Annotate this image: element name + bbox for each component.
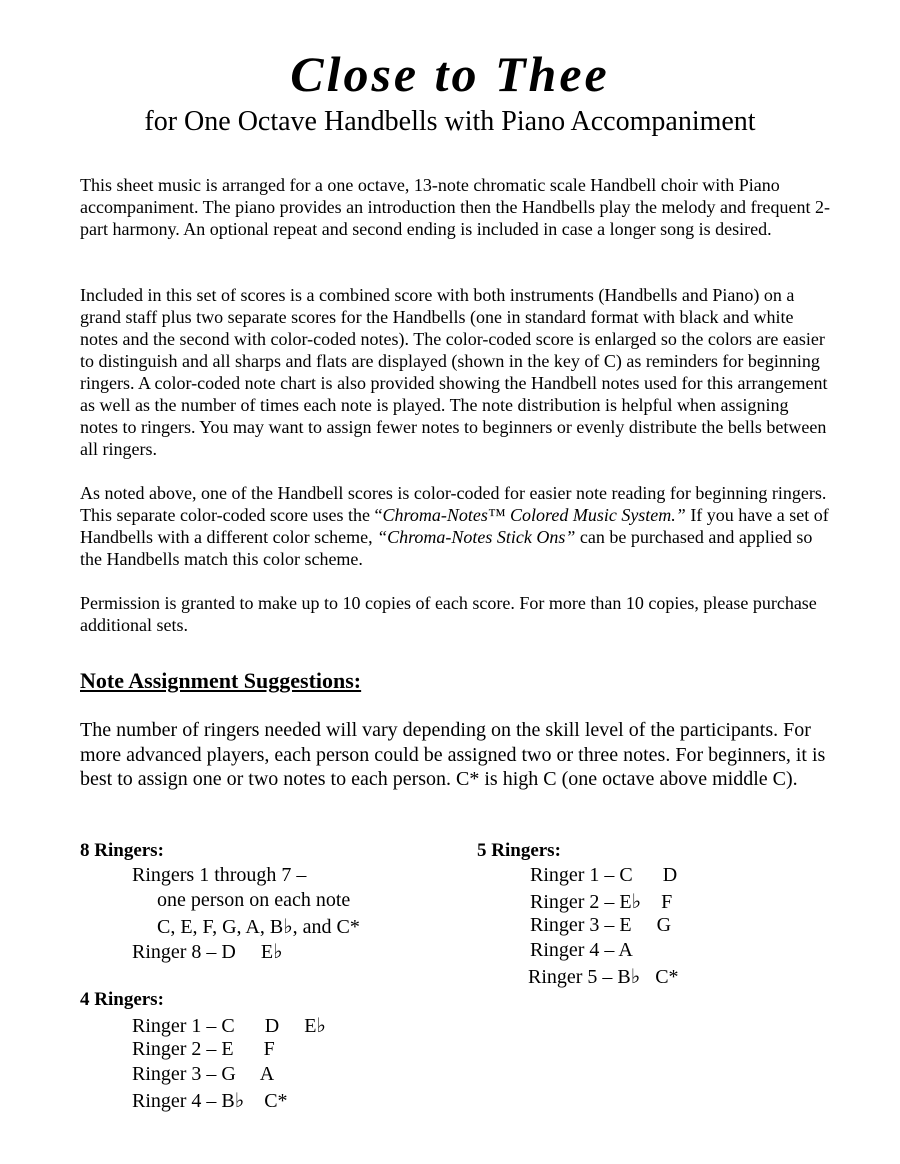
four-ringers-line: Ringer 1 – C D E♭	[132, 1015, 326, 1037]
color-para-text-a: As noted above, one of the Handbell scores is color-coded for easier note reading for beginning ringers. This separate color-coded score uses the “	[80, 483, 827, 525]
assignment-intro: The number of ringers needed will vary depending on the skill level of the participants. For more advanced players, each person could be assigned two or three notes. For beginners, it is best to assign one or two notes to each person. C* is high C (one octave above middle C).	[80, 719, 826, 790]
eight-ringers-line: C, E, F, G, A, B♭, and C*	[157, 916, 360, 938]
page-title: Close to Thee	[290, 46, 610, 102]
four-ringers-line: Ringer 3 – G A	[132, 1063, 275, 1085]
eight-ringers-line: Ringer 8 – D E♭	[132, 941, 283, 963]
color-system-name: Chroma-Notes™ Colored Music System.”	[382, 505, 686, 525]
five-ringers-line: Ringer 1 – C D	[530, 864, 678, 886]
page-subtitle: for One Octave Handbells with Piano Accompaniment	[144, 106, 756, 137]
five-ringers-line: Ringer 4 – A	[530, 939, 633, 961]
four-ringers-line: Ringer 4 – B♭ C*	[132, 1090, 288, 1112]
four-ringers-title: 4 Ringers:	[80, 989, 164, 1010]
permission-paragraph: Permission is granted to make up to 10 copies of each score. For more than 10 copies, please purchase additional sets.	[80, 593, 817, 635]
color-para-text-e: can be purchased and applied so the Handbells match this color scheme.	[80, 527, 813, 569]
five-ringers-line: Ringer 2 – E♭ F	[530, 891, 673, 913]
eight-ringers-line: Ringers 1 through 7 –	[132, 864, 307, 886]
four-ringers-line: Ringer 2 – E F	[132, 1038, 275, 1060]
intro-paragraph-2: Included in this set of scores is a combined score with both instruments (Handbells and Piano) on a grand staff plus two separate scores for the Handbells (one in standard format with black and white notes and the second with color-coded notes). The color-coded score is enlarged so the colors are easier to distinguish and all sharps and flats are displayed (shown in the key of C) as reminders for beginning ringers. A color-coded note chart is also provided showing the Handbell notes used for this arrangement as well as the number of times each note is played. The note distribution is helpful when assigning notes to ringers. You may want to assign fewer notes to beginners or evenly distribute the bells between all ringers.	[80, 285, 828, 459]
stick-ons-name: “Chroma-Notes Stick Ons”	[377, 527, 576, 547]
five-ringers-line: Ringer 3 – E G	[530, 914, 672, 936]
five-ringers-line: Ringer 5 – B♭ C*	[528, 966, 679, 988]
section-heading: Note Assignment Suggestions:	[80, 668, 362, 693]
eight-ringers-line: one person on each note	[157, 889, 351, 911]
color-coding-paragraph	[80, 482, 830, 570]
color-para-text-c: If you have a set of Handbells with a different color scheme,	[80, 505, 829, 547]
five-ringers-title: 5 Ringers:	[477, 840, 561, 861]
eight-ringers-title: 8 Ringers:	[80, 840, 164, 861]
intro-paragraph-1: This sheet music is arranged for a one octave, 13-note chromatic scale Handbell choir with Piano accompaniment. The piano provides an introduction then the Handbells play the melody and frequent 2-part harmony. An optional repeat and second ending is included in case a longer song is desired.	[80, 175, 830, 239]
